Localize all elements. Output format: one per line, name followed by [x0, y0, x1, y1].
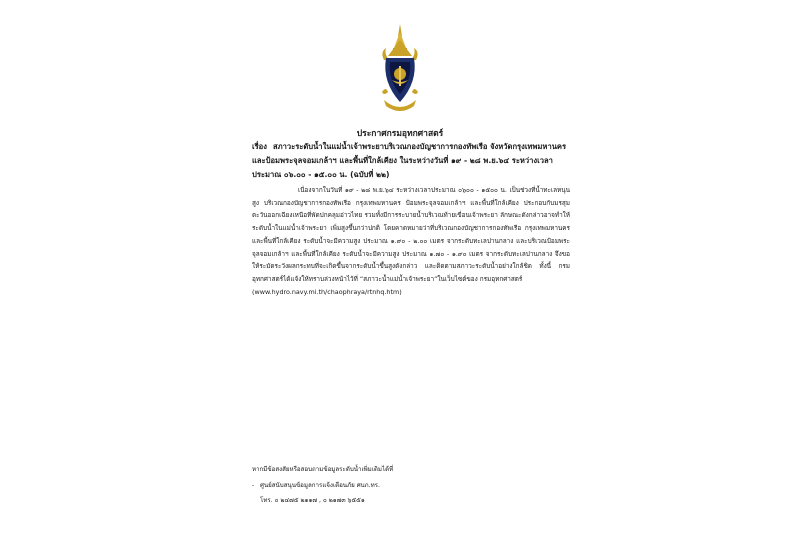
bullet-dash: - — [252, 481, 255, 489]
announcement-body — [252, 184, 570, 298]
contact-section — [252, 462, 570, 509]
contact-phone: โทร. ๐ ๒๔๗๕ ๒๑๑๗ , ๐ ๒๑๗๓ ๖๕๕๑ — [260, 497, 365, 504]
announcement-subject — [252, 140, 570, 182]
royal-thai-navy-emblem-icon — [378, 22, 422, 114]
website-url[interactable]: (www.hydro.navy.mi.th/chaophraya/rtnhq.htm) — [252, 287, 402, 296]
body-paragraph: เนื่องจากในวันที่ ๑๙ - ๒๘ พ.ย.๖๔ ระหว่างเวลาประมาณ ๐๖๐๐ - ๑๕๐๐ น. เป็นช่วงที่น้ำทะเลหนุนสูง บริเวณกองบัญชาการกองทัพเรือ กรุงเทพมหานคร ป้อมพระจุลจอมเกล้าฯ และพื้นที่ใกล้เคียง ประกอบกับมรสุมตะวันออกเฉียงเหนือที่พัดปกคลุมอ่าวไทย รวมทั้งมีการระบายน้ำบริเวณท้ายเขื่อนเจ้าพระยา ลักษณะดังกล่าวอาจทำให้ระดับน้ำในแม่น้ำเจ้าพระยา เพิ่มสูงขึ้นกว่าปกติ โดยคาดหมายว่าที่บริเวณกองบัญชาการกองทัพเรือ กรุงเทพมหานคร และพื้นที่ใกล้เคียง ระดับน้ำจะมีความสูง ประมาณ ๑.๙๐ - ๒.๐๐ เมตร จากระดับทะเลปานกลาง และบริเวณป้อมพระจุลจอมเกล้าฯ และพื้นที่ใกล้เคียง ระดับน้ำจะมีความสูง ประมาณ ๑.๗๐ - ๑.๙๐ เมตร จากระดับทะเลปานกลาง จึงขอให้ระมัดระวังผลกระทบที่จะเกิดขึ้นจากระดับน้ำขึ้นสูงดังกล่าว และติดตามสภาวะระดับน้ำอย่างใกล้ชิด ทั้งนี้ กรมอุทกศาสตร์ได้แจ้งให้ทราบล่วงหน้าไว้ที่ “สภาวะน้ำแม่น้ำเจ้าพระยา”ในเว็บไซต์ของ กรมอุทกศาสตร์ — [252, 186, 570, 283]
contact-center-row — [252, 478, 570, 494]
contact-center: ศูนย์สนับสนุนข้อมูลการแจ้งเตือนภัย ศบภ.ทร. — [260, 481, 380, 489]
subject-label: เรื่อง — [252, 142, 267, 151]
announcement-title: ประกาศกรมอุทกศาสตร์ — [356, 129, 444, 139]
subject-text: สภาวะระดับน้ำในแม่น้ำเจ้าพระยาบริเวณกองบัญชาการกองทัพเรือ จังหวัดกรุงเทพมหานคร และป้อมพระจุลจอมเกล้าฯ และพื้นที่ใกล้เคียง ในระหว่างวันที่ ๑๙ - ๒๘ พ.ย.๖๔ ระหว่างเวลาประมาณ ๐๖.๐๐ - ๑๕.๐๐ น. (ฉบับที่ ๒๒) — [252, 142, 567, 179]
contact-intro: หากมีข้อสงสัยหรือสอบถามข้อมูลระดับน้ำเพิ่มเติมได้ที่ — [252, 466, 394, 473]
